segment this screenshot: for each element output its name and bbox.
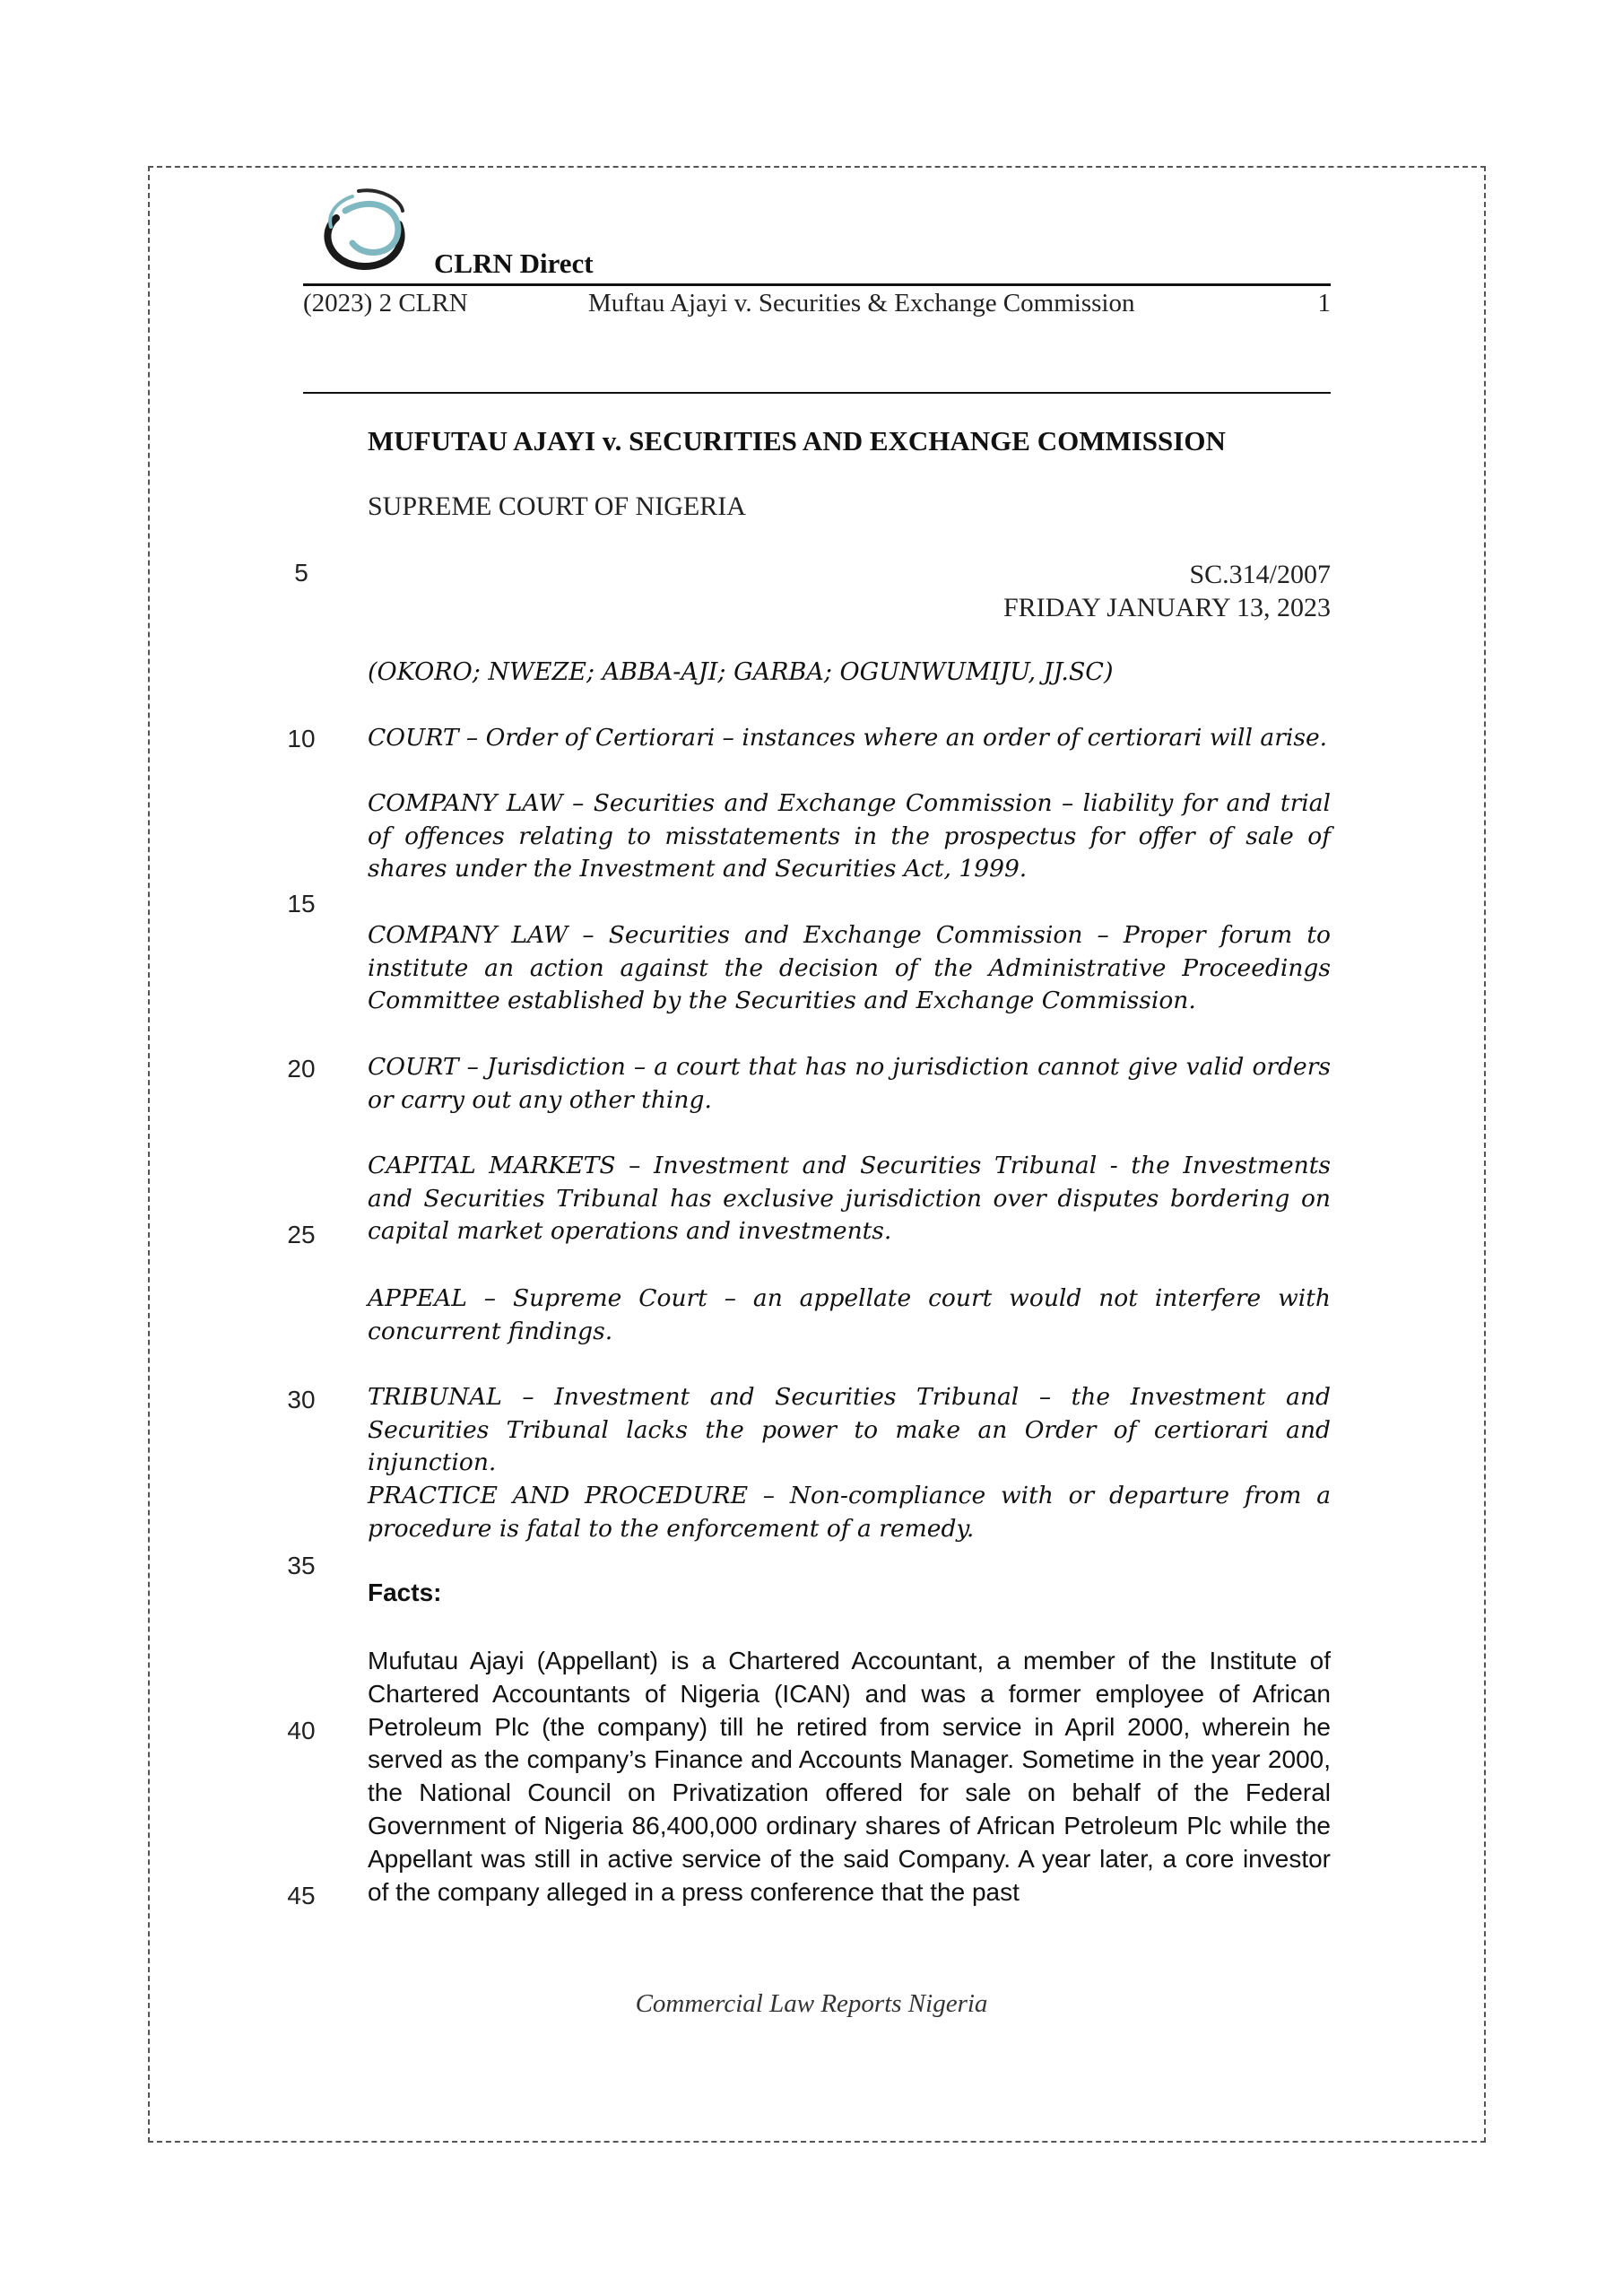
headnote: [368, 1381, 1331, 1480]
facts-text: Mufutau Ajayi (Appellant) is a Chartered Accountant, a member of the Institute of Chartered Accountants of Nigeria (ICAN) and was a former employee of African Petroleum Plc (the company) till he retired from service in April 2000, wherein he served as the company’s Finance and Accounts Manager. Sometime in the year 2000, the National Council on Privatization offered for sale on behalf of the Federal Government of Nigeria 86,400,000 ordinary shares of African Petroleum Plc while the Appellant was still in active service of the said Company. A year later, a core investor of the company alleged in a press conference that the past: [368, 1647, 1331, 1906]
running-header: [303, 289, 1331, 325]
header-rule: [303, 283, 1331, 286]
headnote: [368, 1150, 1331, 1248]
case-short-title: Muftau Ajayi v. Securities & Exchange Commission: [588, 289, 1135, 317]
suit-number: SC.314/2007: [1189, 560, 1331, 589]
facts-body: [368, 1645, 1331, 1909]
line-number: 40: [287, 1717, 316, 1744]
line-number: 15: [287, 890, 316, 918]
line-number: 20: [287, 1055, 316, 1083]
line-number: 45: [287, 1882, 316, 1909]
headnote: [368, 1480, 1331, 1545]
headnote: [368, 1283, 1331, 1348]
headnote: [368, 919, 1331, 1018]
page-number: 1: [1317, 289, 1331, 317]
headnote: [368, 1051, 1331, 1117]
headnote-text: APPEAL – Supreme Court – an appellate court would not interfere with concurrent findings.: [368, 1284, 1331, 1345]
headnote: [368, 787, 1331, 886]
page-footer: Commercial Law Reports Nigeria: [635, 1989, 988, 2018]
headnote-text: TRIBUNAL – Investment and Securities Tribunal – the Investment and Securities Tribunal lacks the power to make an Order of certiorari and injunction.: [368, 1383, 1331, 1476]
line-number: 35: [287, 1552, 316, 1579]
line-number: 10: [287, 725, 316, 752]
citation: (2023) 2 CLRN: [303, 289, 468, 317]
facts-heading: Facts:: [368, 1578, 442, 1606]
headnote-text: COMPANY LAW – Securities and Exchange Commission – Proper forum to institute an action against the decision of the Administrative Proceedings Committee established by the Securities and Exchange Commission.: [368, 921, 1331, 1014]
headnote-text: COURT – Jurisdiction – a court that has no jurisdiction cannot give valid orders or carry out any other thing.: [368, 1053, 1331, 1114]
line-number: 25: [287, 1221, 316, 1248]
line-number: 5: [294, 559, 308, 587]
suit-block: [1003, 558, 1331, 624]
headnote-text: COURT – Order of Certiorari – instances where an order of certiorari will arise.: [368, 724, 1328, 752]
headnote: [368, 722, 1331, 755]
justices: (OKORO; NWEZE; ABBA-AJI; GARBA; OGUNWUMIJU, JJ.SC): [368, 658, 1114, 686]
court-name: SUPREME COURT OF NIGERIA: [368, 491, 746, 521]
case-title: MUFUTAU AJAYI v. SECURITIES AND EXCHANGE COMMISSION: [368, 425, 1226, 457]
headnote-text: COMPANY LAW – Securities and Exchange Commission – liability for and trial of offences relating to misstatements in the prospectus for offer of sale of shares under the Investment and Securities Act, 1999.: [368, 789, 1331, 883]
brand-name: CLRN Direct: [434, 248, 594, 279]
line-number: 30: [287, 1386, 316, 1413]
header-rule-lower: [303, 392, 1331, 394]
clrn-logo-icon: [309, 184, 426, 283]
headnote-text: PRACTICE AND PROCEDURE – Non-compliance with or departure from a procedure is fatal to the enforcement of a remedy.: [368, 1482, 1331, 1543]
headnote-text: CAPITAL MARKETS – Investment and Securities Tribunal - the Investments and Securities Tribunal has exclusive jurisdiction over disputes bordering on capital market operations and investments.: [368, 1152, 1331, 1245]
judgment-date: FRIDAY JANUARY 13, 2023: [1002, 593, 1331, 622]
